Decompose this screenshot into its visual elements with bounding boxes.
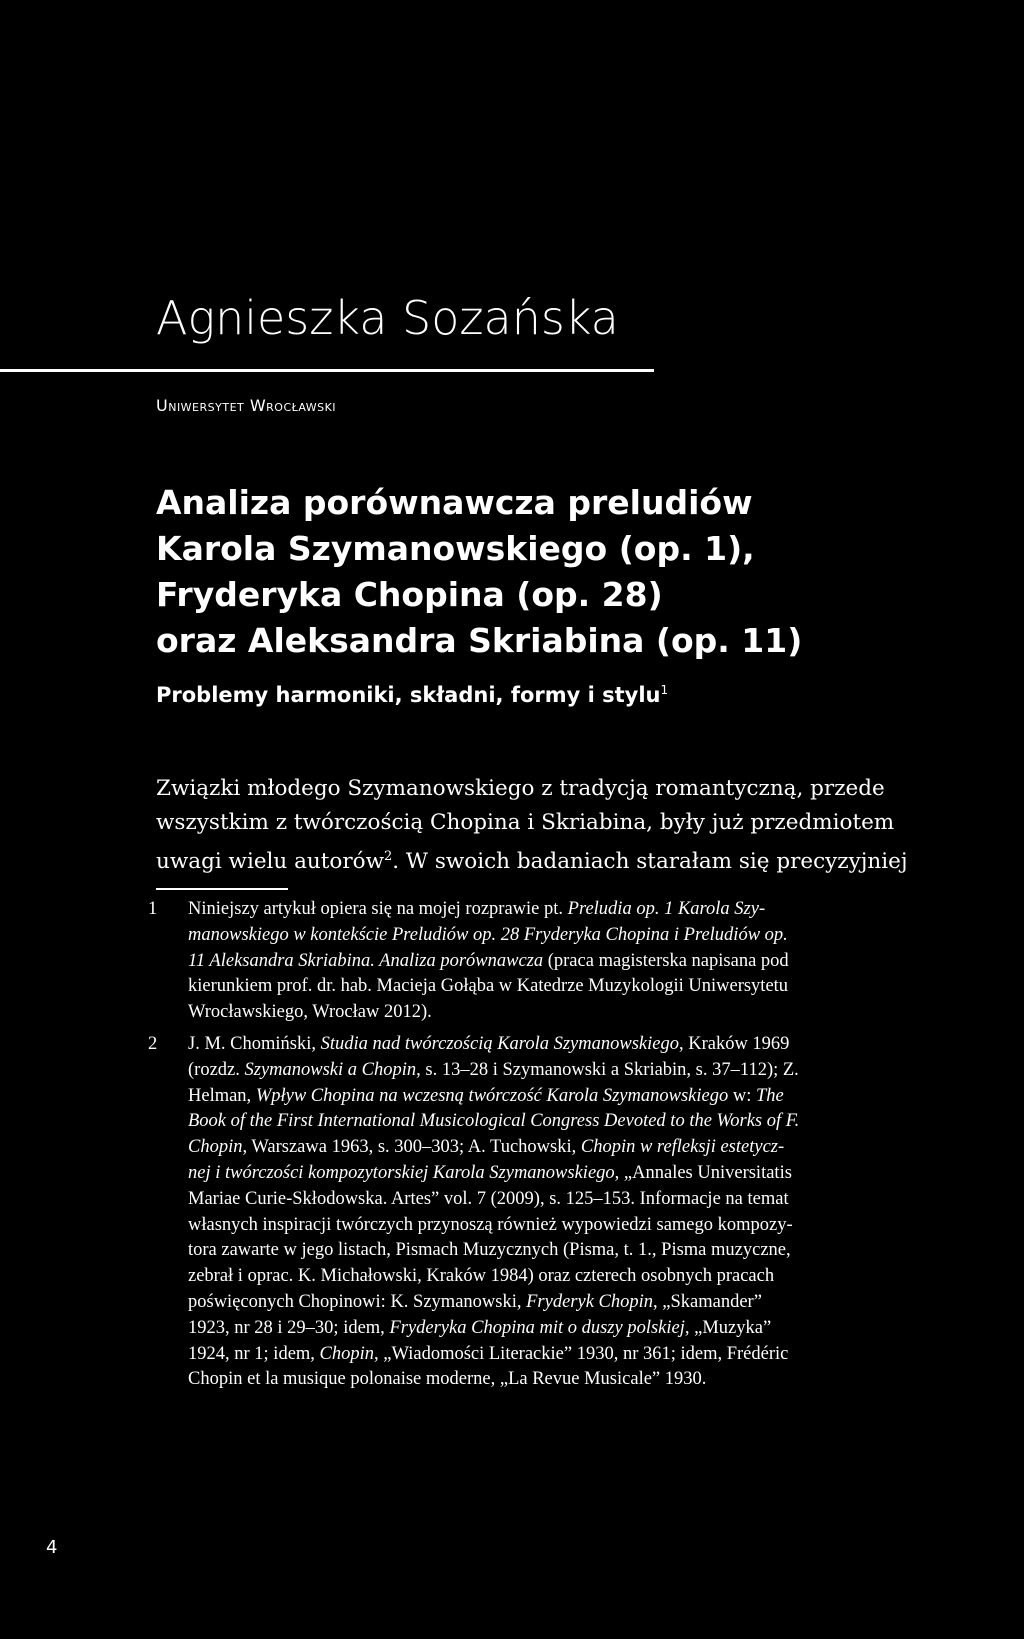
footnote-line bbox=[188, 1161, 928, 1187]
fn-italic: Chopin bbox=[319, 1343, 375, 1364]
footnote-line bbox=[188, 1109, 928, 1135]
fn-text: , „Annales Universitatis bbox=[614, 1162, 792, 1183]
footnote-ref-1: 1 bbox=[660, 683, 669, 697]
footnote-line bbox=[188, 897, 928, 923]
footnote-line bbox=[188, 1084, 928, 1110]
fn-italic: 11 Aleksandra Skriabina. Analiza porównawcza bbox=[188, 950, 544, 971]
body-paragraph bbox=[156, 772, 916, 879]
fn-italic: Chopin bbox=[188, 1137, 243, 1158]
fn-italic: Book of the First International Musicological Congress Devoted to the Works of F. bbox=[188, 1111, 800, 1132]
article-title bbox=[156, 480, 976, 664]
fn-italic: Fryderyka Chopina mit o duszy polskiej bbox=[389, 1317, 685, 1338]
footnote-line: własnych inspiracji twórczych przynoszą również wypowiedzi samego kompozy- bbox=[188, 1214, 793, 1235]
body-line bbox=[156, 840, 916, 879]
fn-text: , Kraków 1969 bbox=[678, 1033, 790, 1054]
footnote-line: tora zawarte w jego listach, Pismach Muzycznych (Pisma, t. 1., Pisma muzyczne, bbox=[188, 1240, 791, 1261]
footnote-1 bbox=[148, 897, 928, 1026]
fn-text: Helman, bbox=[188, 1085, 256, 1106]
body-text-segment: . W swoich badaniach starałam się precyzyjniej bbox=[392, 849, 908, 875]
footnote-line: kierunkiem prof. dr. hab. Macieja Gołąba w Katedrze Muzykologii Uniwersytetu bbox=[188, 976, 789, 997]
footnotes bbox=[148, 897, 928, 1399]
fn-text: , Warszawa 1963, s. 300–303; A. Tuchowski, bbox=[242, 1137, 581, 1158]
body-line: Związki młodego Szymanowskiego z tradycją romantyczną, przede bbox=[156, 776, 885, 801]
page-number: 4 bbox=[46, 1537, 58, 1558]
fn-text: w: bbox=[728, 1085, 756, 1106]
subtitle-text: Problemy harmoniki, składni, formy i stylu bbox=[156, 683, 661, 707]
header-rule bbox=[0, 369, 654, 372]
footnote-line bbox=[188, 1135, 928, 1161]
fn-text: J. M. Chomiński, bbox=[188, 1033, 321, 1054]
footnote-line bbox=[188, 923, 928, 949]
fn-text: (praca magisterska napisana pod bbox=[543, 950, 789, 971]
title-line: oraz Aleksandra Skriabina (op. 11) bbox=[156, 621, 803, 660]
footnote-line bbox=[188, 1032, 928, 1058]
footnote-line bbox=[188, 1316, 928, 1342]
fn-italic: Wpływ Chopina na wczesną twórczość Karola Szymanowskiego bbox=[255, 1085, 729, 1106]
fn-italic: Studia nad twórczością Karola Szymanowskiego bbox=[320, 1033, 679, 1054]
fn-text: , „Muzyka” bbox=[684, 1317, 772, 1338]
article-subtitle bbox=[156, 683, 668, 707]
fn-text: 1923, nr 28 i 29–30; idem, bbox=[188, 1317, 390, 1338]
fn-text: Niniejszy artykuł opiera się na mojej rozprawie pt. bbox=[188, 899, 568, 919]
fn-text: , „Skamander” bbox=[653, 1291, 762, 1312]
author-name: Agnieszka Sozańska bbox=[156, 291, 619, 345]
footnote-rule bbox=[156, 888, 288, 890]
footnote-ref-2: 2 bbox=[383, 849, 393, 864]
body-line: wszystkim z twórczością Chopina i Skriabina, były już przedmiotem bbox=[156, 810, 895, 835]
fn-italic: Chopin w refleksji estetycz- bbox=[580, 1137, 785, 1158]
footnote-line bbox=[188, 1290, 928, 1316]
footnote-line: Chopin et la musique polonaise moderne, „La Revue Musicale” 1930. bbox=[188, 1369, 707, 1390]
fn-italic: Szymanowski a Chopin bbox=[244, 1059, 417, 1080]
footnote-number: 2 bbox=[148, 1033, 158, 1054]
fn-text: (rozdz. bbox=[188, 1059, 245, 1080]
fn-text: , s. 13–28 i Szymanowski a Skriabin, s. 37–112); Z. bbox=[416, 1059, 799, 1080]
fn-italic: nej i twórczości kompozytorskiej Karola Szymanowskiego bbox=[188, 1162, 615, 1183]
footnote-number: 1 bbox=[148, 899, 158, 919]
footnote-2 bbox=[148, 1032, 928, 1393]
title-line: Fryderyka Chopina (op. 28) bbox=[156, 575, 663, 614]
author-affiliation: Uniwersytet Wrocławski bbox=[156, 396, 337, 415]
fn-italic: manowskiego w kontekście Preludiów op. 28 Fryderyka Chopina i Preludiów op. bbox=[188, 924, 788, 945]
footnote-line: zebrał i oprac. K. Michałowski, Kraków 1984) oraz czterech osobnych pracach bbox=[188, 1266, 775, 1287]
fn-text: poświęconych Chopinowi: K. Szymanowski, bbox=[188, 1291, 527, 1312]
fn-italic: Preludia op. 1 Karola Szy- bbox=[567, 899, 766, 919]
footnote-line: Mariae Curie-Skłodowska. Artes” vol. 7 (2009), s. 125–153. Informacje na temat bbox=[188, 1188, 789, 1209]
title-line: Analiza porównawcza preludiów bbox=[156, 483, 753, 522]
footnote-line bbox=[188, 1058, 928, 1084]
fn-text: 1924, nr 1; idem, bbox=[188, 1343, 320, 1364]
title-line: Karola Szymanowskiego (op. 1), bbox=[156, 529, 755, 568]
fn-italic: Fryderyk Chopin bbox=[526, 1291, 654, 1312]
footnote-line bbox=[188, 949, 928, 975]
footnote-line: Wrocławskiego, Wrocław 2012). bbox=[188, 1002, 432, 1023]
fn-text: , „Wiadomości Literackie” 1930, nr 361; idem, Frédéric bbox=[374, 1343, 789, 1364]
footnote-line bbox=[188, 1342, 928, 1368]
body-text-segment: uwagi wielu autorów bbox=[156, 849, 384, 875]
fn-italic: The bbox=[755, 1085, 784, 1106]
